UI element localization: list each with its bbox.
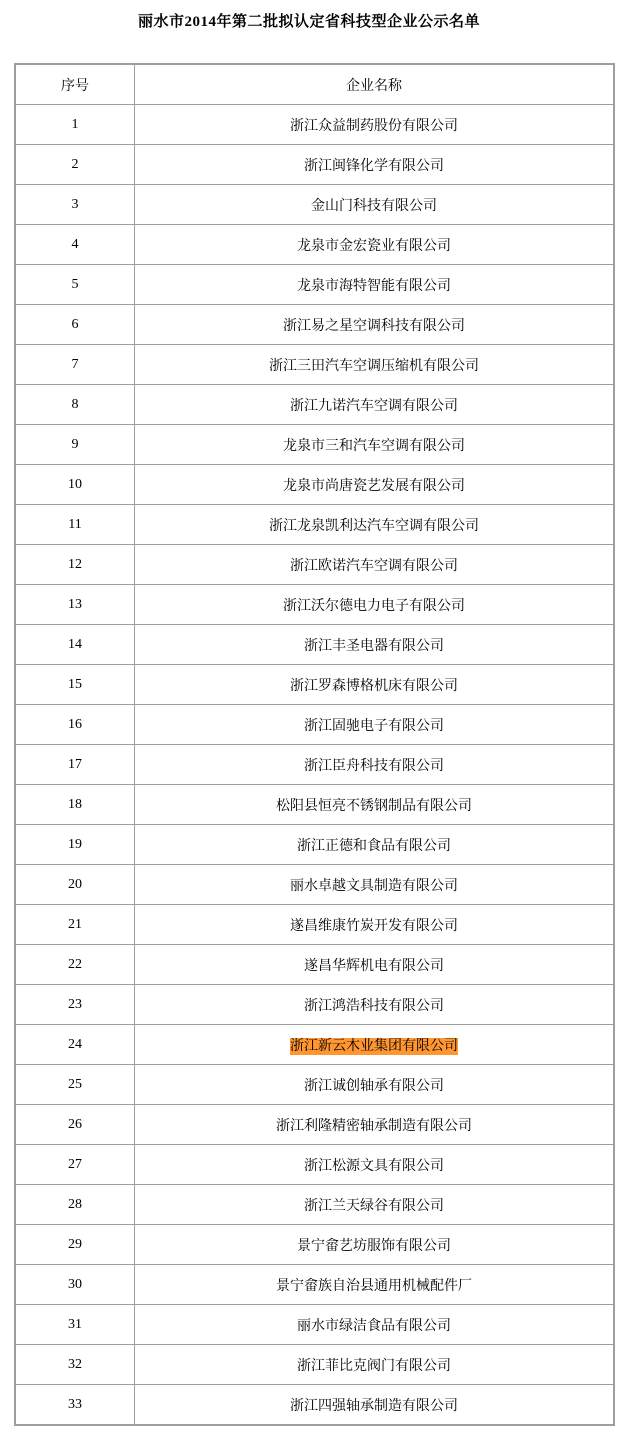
company-name-cell: 丽水卓越文具制造有限公司 (135, 865, 615, 905)
company-name-cell (135, 1025, 615, 1065)
table-row (15, 425, 614, 465)
serial-cell: 25 (15, 1065, 135, 1105)
company-name-cell: 浙江利隆精密轴承制造有限公司 (135, 1105, 615, 1145)
serial-cell: 5 (15, 265, 135, 305)
table-row (15, 1065, 614, 1105)
company-name-cell: 龙泉市三和汽车空调有限公司 (135, 425, 615, 465)
company-name-cell: 浙江欧诺汽车空调有限公司 (135, 545, 615, 585)
table-row (15, 1185, 614, 1225)
serial-cell: 6 (15, 305, 135, 345)
company-name-cell: 浙江易之星空调科技有限公司 (135, 305, 615, 345)
company-name-cell: 景宁畲艺坊服饰有限公司 (135, 1225, 615, 1265)
table-row (15, 1025, 614, 1065)
company-name-cell: 浙江菲比克阀门有限公司 (135, 1345, 615, 1385)
serial-cell: 23 (15, 985, 135, 1025)
company-name-cell: 龙泉市金宏瓷业有限公司 (135, 225, 615, 265)
serial-cell: 30 (15, 1265, 135, 1305)
company-name-cell: 浙江四强轴承制造有限公司 (135, 1385, 615, 1426)
table-row (15, 1385, 614, 1426)
serial-cell: 17 (15, 745, 135, 785)
table-row (15, 185, 614, 225)
company-name-cell: 龙泉市海特智能有限公司 (135, 265, 615, 305)
company-name-cell: 浙江沃尔德电力电子有限公司 (135, 585, 615, 625)
table-row (15, 905, 614, 945)
serial-cell: 32 (15, 1345, 135, 1385)
page-title: 丽水市2014年第二批拟认定省科技型企业公示名单 (137, 14, 480, 30)
table-row (15, 265, 614, 305)
serial-cell: 16 (15, 705, 135, 745)
serial-cell: 12 (15, 545, 135, 585)
table-row (15, 105, 614, 145)
serial-cell: 33 (15, 1385, 135, 1426)
serial-cell: 13 (15, 585, 135, 625)
column-header-company: 企业名称 (135, 64, 615, 105)
column-header-serial: 序号 (15, 64, 135, 105)
company-name-cell: 浙江三田汽车空调压缩机有限公司 (135, 345, 615, 385)
serial-cell: 2 (15, 145, 135, 185)
company-name-cell: 遂昌维康竹炭开发有限公司 (135, 905, 615, 945)
company-name-cell: 浙江众益制药股份有限公司 (135, 105, 615, 145)
serial-cell: 24 (15, 1025, 135, 1065)
company-name-cell: 浙江诚创轴承有限公司 (135, 1065, 615, 1105)
serial-cell: 10 (15, 465, 135, 505)
find-highlight: 浙江新云木业集团有限公司 (290, 1038, 458, 1054)
company-name-cell: 浙江固驰电子有限公司 (135, 705, 615, 745)
company-name-cell: 遂昌华辉机电有限公司 (135, 945, 615, 985)
company-name-cell: 浙江罗森博格机床有限公司 (135, 665, 615, 705)
company-name-cell: 浙江九诺汽车空调有限公司 (135, 385, 615, 425)
serial-cell: 15 (15, 665, 135, 705)
serial-cell: 8 (15, 385, 135, 425)
table-header (15, 64, 614, 105)
table-row (15, 945, 614, 985)
table-row (15, 225, 614, 265)
table-row (15, 705, 614, 745)
company-name-cell: 浙江兰天绿谷有限公司 (135, 1185, 615, 1225)
table-row (15, 1145, 614, 1185)
serial-cell: 1 (15, 105, 135, 145)
serial-cell: 7 (15, 345, 135, 385)
table-row (15, 785, 614, 825)
table-row (15, 505, 614, 545)
company-name-cell: 龙泉市尚唐瓷艺发展有限公司 (135, 465, 615, 505)
serial-cell: 22 (15, 945, 135, 985)
table-row (15, 385, 614, 425)
company-name-cell: 金山门科技有限公司 (135, 185, 615, 225)
table-body (15, 105, 614, 1426)
table-row (15, 825, 614, 865)
table-row (15, 465, 614, 505)
serial-cell: 4 (15, 225, 135, 265)
serial-cell: 11 (15, 505, 135, 545)
table-row (15, 865, 614, 905)
table-row (15, 625, 614, 665)
table-row (15, 1305, 614, 1345)
company-name-cell: 松阳县恒亮不锈钢制品有限公司 (135, 785, 615, 825)
company-name-cell: 浙江臣舟科技有限公司 (135, 745, 615, 785)
company-name-cell: 浙江闽锋化学有限公司 (135, 145, 615, 185)
serial-cell: 18 (15, 785, 135, 825)
table-row (15, 1225, 614, 1265)
table-row (15, 665, 614, 705)
table-row (15, 145, 614, 185)
serial-cell: 21 (15, 905, 135, 945)
table-row (15, 305, 614, 345)
table-row (15, 545, 614, 585)
table-row (15, 1265, 614, 1305)
table-row (15, 585, 614, 625)
company-name-cell: 浙江鸿浩科技有限公司 (135, 985, 615, 1025)
company-name-cell: 浙江龙泉凯利达汽车空调有限公司 (135, 505, 615, 545)
serial-cell: 31 (15, 1305, 135, 1345)
company-name-cell: 浙江正德和食品有限公司 (135, 825, 615, 865)
serial-cell: 27 (15, 1145, 135, 1185)
serial-cell: 26 (15, 1105, 135, 1145)
header-row (15, 64, 614, 105)
serial-cell: 28 (15, 1185, 135, 1225)
serial-cell: 29 (15, 1225, 135, 1265)
company-table (14, 63, 615, 1426)
serial-cell: 19 (15, 825, 135, 865)
serial-cell: 20 (15, 865, 135, 905)
company-name-cell: 浙江松源文具有限公司 (135, 1145, 615, 1185)
company-name-cell: 丽水市绿洁食品有限公司 (135, 1305, 615, 1345)
company-name-cell: 景宁畲族自治县通用机械配件厂 (135, 1265, 615, 1305)
table-row (15, 745, 614, 785)
table-row (15, 1345, 614, 1385)
table-row (15, 1105, 614, 1145)
serial-cell: 9 (15, 425, 135, 465)
table-row (15, 985, 614, 1025)
serial-cell: 14 (15, 625, 135, 665)
serial-cell: 3 (15, 185, 135, 225)
company-name-cell: 浙江丰圣电器有限公司 (135, 625, 615, 665)
table-row (15, 345, 614, 385)
